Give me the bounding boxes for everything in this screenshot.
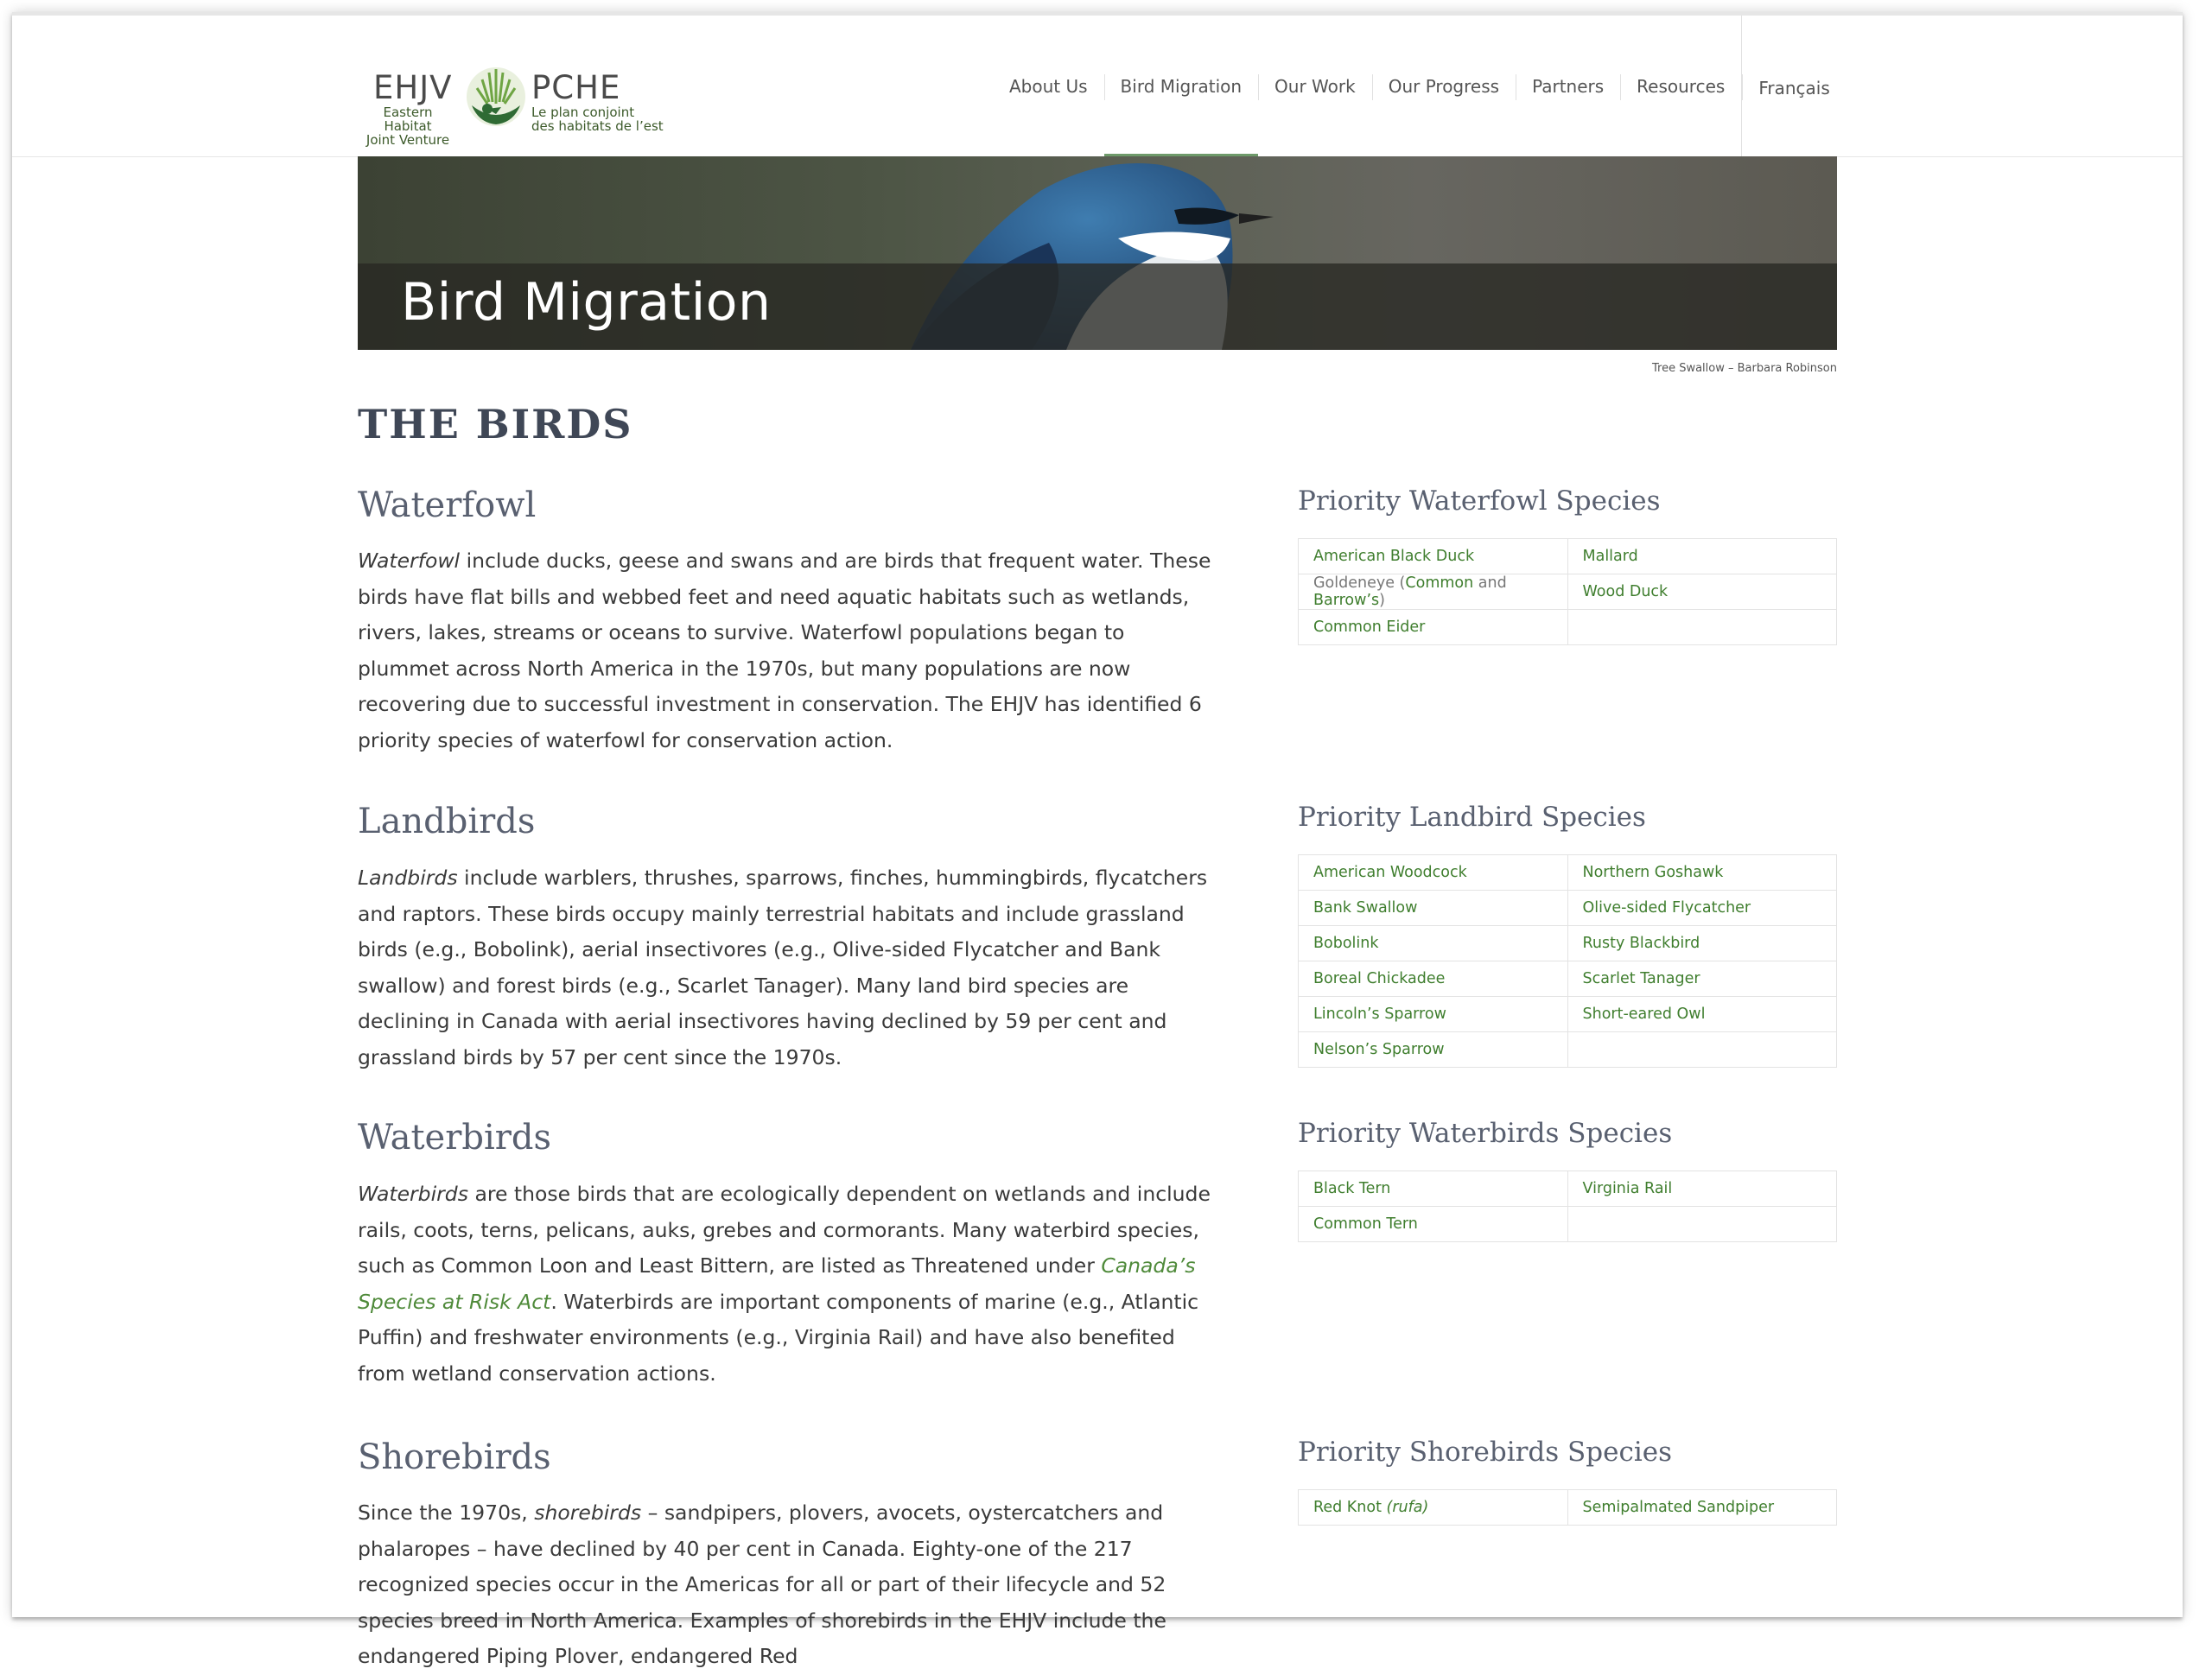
species-cell-goldeneye: [1299, 574, 1568, 610]
section-heading-waterfowl: Waterfowl: [358, 485, 537, 525]
waterfowl-description: include ducks, geese and swans and are birds that frequent water. These birds have flat bills and webbed feet and need aquatic habitats such as wetlands, rivers, lakes, streams or oceans to survive. Waterfowl populations began to plummet across North America in the 1970s, but many populations are now recovering due to successful investment in conservation. The EHJV has identified 6 priority species of waterfowl for conservation action.: [358, 549, 1211, 752]
nav-bird-migration[interactable]: Bird Migration: [1104, 16, 1259, 156]
logo-pche: PCHE: [531, 69, 621, 106]
barrows-goldeneye-link[interactable]: Barrow’s: [1313, 592, 1380, 609]
species-cell[interactable]: Bobolink: [1299, 926, 1568, 961]
nav-partners[interactable]: Partners: [1516, 16, 1620, 156]
species-cell[interactable]: Virginia Rail: [1567, 1171, 1837, 1207]
logo-ehjv: EHJV: [373, 69, 453, 106]
logo-french-line1: Le plan conjoint: [531, 105, 635, 120]
nav-language-toggle[interactable]: Français: [1741, 16, 1846, 160]
main-nav: [993, 16, 1847, 156]
site-logo[interactable]: [358, 57, 686, 148]
goldeneye-label: Goldeneye (: [1313, 574, 1406, 592]
goldeneye-and: and: [1473, 574, 1507, 592]
species-at-risk-act-link[interactable]: Canada’s Species at Risk Act: [358, 1253, 1196, 1314]
table-row: [1299, 1032, 1837, 1068]
term-shorebirds: shorebirds: [534, 1501, 642, 1525]
species-cell[interactable]: Lincoln’s Sparrow: [1299, 997, 1568, 1032]
logo-emblem-icon: [461, 62, 531, 131]
section-heading-shorebirds: Shorebirds: [358, 1437, 551, 1477]
table-row: [1299, 926, 1837, 961]
priority-waterfowl-heading: Priority Waterfowl Species: [1298, 485, 1661, 517]
hero-banner: [358, 156, 1837, 350]
species-cell[interactable]: American Black Duck: [1299, 539, 1568, 574]
table-row: [1299, 1171, 1837, 1207]
red-knot-subspecies: (rufa): [1386, 1499, 1429, 1516]
species-cell[interactable]: Wood Duck: [1567, 574, 1837, 610]
priority-landbird-heading: Priority Landbird Species: [1298, 802, 1646, 833]
species-cell[interactable]: Common Tern: [1299, 1207, 1568, 1242]
species-cell[interactable]: Common Eider: [1299, 610, 1568, 645]
red-knot-label: Red Knot: [1313, 1499, 1387, 1516]
table-row: [1299, 961, 1837, 997]
table-row: [1299, 610, 1837, 645]
photo-credit: Tree Swallow – Barbara Robinson: [1651, 362, 1837, 375]
species-cell[interactable]: Boreal Chickadee: [1299, 961, 1568, 997]
table-row: [1299, 997, 1837, 1032]
logo-english-line2: Joint Venture: [365, 132, 450, 148]
species-cell[interactable]: Olive-sided Flycatcher: [1567, 891, 1837, 926]
empty-cell: [1567, 1032, 1837, 1068]
species-cell[interactable]: Bank Swallow: [1299, 891, 1568, 926]
empty-cell: [1567, 1207, 1837, 1242]
nav-about-us[interactable]: About Us: [1009, 75, 1088, 97]
logo-french-line2: des habitats de l’est: [531, 118, 664, 134]
species-cell[interactable]: American Woodcock: [1299, 855, 1568, 891]
priority-waterbirds-table: [1298, 1171, 1837, 1242]
section-text-waterbirds: [358, 1177, 1222, 1392]
species-cell[interactable]: Short-eared Owl: [1567, 997, 1837, 1032]
page-title: THE BIRDS: [358, 401, 633, 447]
empty-cell: [1567, 610, 1837, 645]
logo-french-name: [531, 105, 664, 133]
term-waterbirds: Waterbirds: [358, 1182, 468, 1206]
shorebirds-description-part2: – sandpipers, plovers, avocets, oystercatchers and phalaropes – have declined by 40 per cent in Canada. Eighty-one of the 217 recognized species occur in the Americas for all or part of their lifecycle and 52 species breed in North America. Examples of shorebirds in the EHJV include the endangered Piping Plover, endangered Red: [358, 1501, 1166, 1668]
table-row: [1299, 1490, 1837, 1526]
section-text-shorebirds: [358, 1495, 1222, 1675]
waterbirds-description-part1: are those birds that are ecologically dependent on wetlands and include rails, coots, terns, pelicans, auks, grebes and cormorants. Many waterbird species, such as Common Loon and Least Bittern, are listed as Threatened under: [358, 1182, 1211, 1278]
logo-english-name: [358, 105, 458, 147]
nav-resources[interactable]: Resources: [1620, 16, 1741, 156]
term-waterfowl: Waterfowl: [358, 549, 461, 573]
species-cell[interactable]: Mallard: [1567, 539, 1837, 574]
table-row: [1299, 574, 1837, 610]
banner-title: Bird Migration: [401, 272, 772, 333]
nav-our-progress[interactable]: Our Progress: [1372, 16, 1516, 156]
common-goldeneye-link[interactable]: Common: [1405, 574, 1474, 592]
section-heading-landbirds: Landbirds: [358, 802, 536, 841]
table-row: [1299, 891, 1837, 926]
shorebirds-description-part1: Since the 1970s,: [358, 1501, 535, 1525]
landbirds-description: include warblers, thrushes, sparrows, finches, hummingbirds, flycatchers and raptors. These birds occupy mainly terrestrial habitats and include grassland birds (e.g., Bobolink), aerial insectivores (e.g., Olive-sided Flycatcher and Bank swallow) and forest birds (e.g., Scarlet Tanager). Many land bird species are declining in Canada with aerial insectivores having declined by 59 per cent and grassland birds by 57 per cent since the 1970s.: [358, 866, 1208, 1069]
priority-shorebirds-heading: Priority Shorebirds Species: [1298, 1437, 1672, 1468]
priority-shorebirds-table: [1298, 1489, 1837, 1526]
species-cell[interactable]: Northern Goshawk: [1567, 855, 1837, 891]
table-row: [1299, 1207, 1837, 1242]
term-landbirds: Landbirds: [358, 866, 458, 890]
site-header: [12, 16, 2183, 157]
waterbirds-description-part2: . Waterbirds are important components of marine (e.g., Atlantic Puffin) and freshwater environments (e.g., Virginia Rail) and have also benefited from wetland conservation actions.: [358, 1289, 1199, 1386]
species-cell[interactable]: Semipalmated Sandpiper: [1567, 1490, 1837, 1526]
species-cell[interactable]: Rusty Blackbird: [1567, 926, 1837, 961]
priority-waterbirds-heading: Priority Waterbirds Species: [1298, 1118, 1673, 1149]
section-heading-waterbirds: Waterbirds: [358, 1118, 552, 1158]
species-cell[interactable]: Black Tern: [1299, 1171, 1568, 1207]
table-row: [1299, 855, 1837, 891]
goldeneye-close-paren: ): [1379, 592, 1385, 609]
logo-english-line1: Eastern Habitat: [383, 105, 433, 134]
priority-landbird-table: [1298, 854, 1837, 1068]
section-text-waterfowl: [358, 543, 1222, 758]
nav-our-work[interactable]: Our Work: [1258, 16, 1372, 156]
species-cell-red-knot[interactable]: [1299, 1490, 1568, 1526]
species-cell[interactable]: Nelson’s Sparrow: [1299, 1032, 1568, 1068]
priority-waterfowl-table: [1298, 538, 1837, 645]
species-cell[interactable]: Scarlet Tanager: [1567, 961, 1837, 997]
table-row: [1299, 539, 1837, 574]
section-text-landbirds: [358, 860, 1222, 1075]
browser-viewport: [12, 12, 2183, 1668]
